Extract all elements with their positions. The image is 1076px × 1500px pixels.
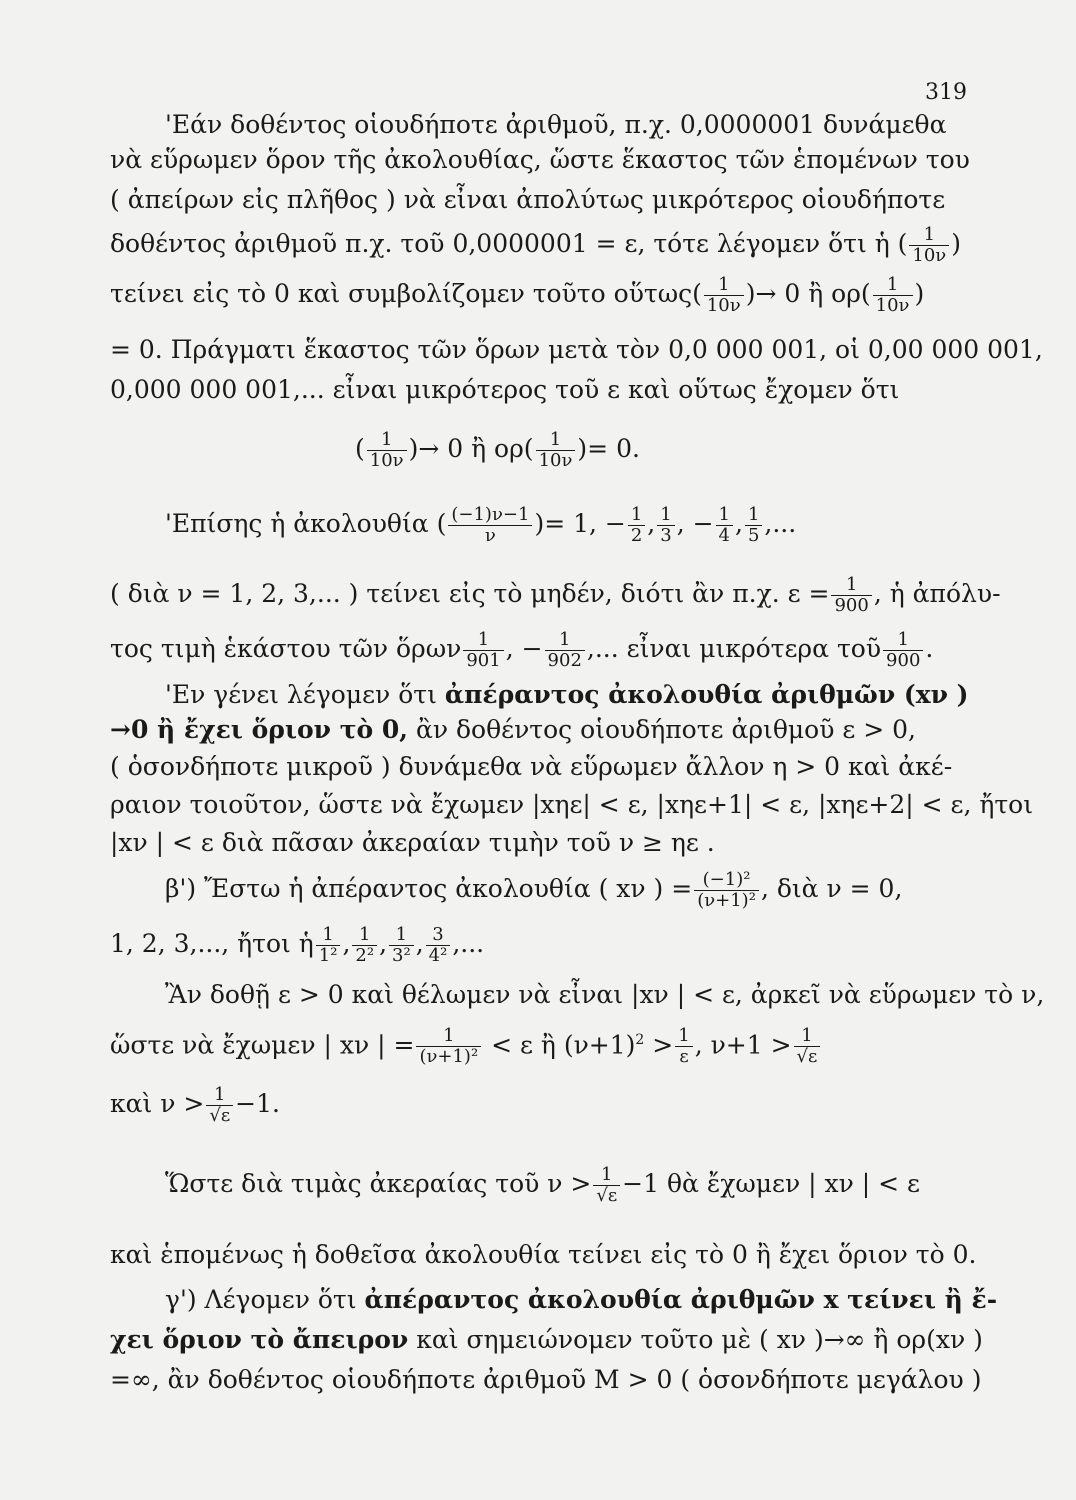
text-line-6: = 0. Πράγματι ἕκαστος τῶν ὅρων μετὰ τὸν 0,0 000 001, οἱ 0,00 000 001,: [110, 335, 1043, 364]
denominator: 5: [747, 525, 760, 546]
fraction-1-over-10nu: [536, 430, 576, 471]
text-line-5: [110, 275, 960, 316]
text-line-12: [165, 680, 969, 710]
numerator: 1: [367, 430, 407, 451]
fraction-1-over-sqrt-eps: [593, 1165, 620, 1206]
denominator: (ν+1)²: [697, 890, 756, 911]
text-line-2: νὰ εὕρωμεν ὅρον τῆς ἀκολουθίας, ὥστε ἕκαστος τῶν ἑπομένων του: [110, 145, 970, 174]
denominator: 1²: [318, 945, 338, 966]
fraction-1-over-900: [831, 575, 871, 616]
denominator: 900: [834, 595, 869, 616]
superscript: 2: [635, 1032, 645, 1048]
denominator: 2²: [355, 945, 375, 966]
numerator: 1: [593, 1165, 620, 1186]
text-segment: −1.: [235, 1089, 280, 1118]
numerator: 1: [794, 1026, 821, 1047]
text-segment: (: [355, 434, 365, 463]
text-segment: ,...: [452, 929, 485, 958]
page-number: 319: [925, 80, 967, 105]
text-segment: 'Επίσης ἡ ἀκολουθία (: [165, 509, 447, 538]
fraction-1-over-nu1-sq: [416, 1026, 481, 1067]
denominator: 10ν: [538, 450, 573, 471]
denominator: 3²: [392, 945, 411, 966]
text-line-20: [110, 1025, 960, 1067]
numerator: 1: [883, 630, 923, 651]
fraction-1-over-10nu: [873, 275, 913, 316]
denominator: ε: [679, 1046, 689, 1068]
text-segment: )= 1, −: [534, 509, 626, 538]
denominator: 10ν: [706, 295, 741, 316]
fraction-1-over-2: [628, 505, 645, 546]
text-segment: , −: [505, 634, 543, 663]
numerator: 1: [909, 225, 949, 246]
text-line-9: 'Επίσης ἡ ἀκολουθία ( $\frac{(-1)\nu-1}{\nu}$ )= 1, − $\frac{1}{2}$ , $\frac{1}{3}$ , − $\frac{1}{4}$ , $\frac{1}{5}$ ,...: [165, 504, 797, 546]
text-segment: >: [652, 1030, 674, 1060]
fraction-1-over-eps: [675, 1026, 692, 1067]
denominator: 3: [660, 525, 672, 546]
text-line-24: [165, 1285, 998, 1315]
text-segment: 'Εν γένει λέγομεν ὅτι: [165, 680, 437, 709]
numerator: 1: [716, 505, 733, 526]
text-segment: ,... εἶναι μικρότερα τοῦ: [586, 634, 882, 663]
text-segment: β') Ἔστω ἡ ἀπέραντος ἀκολουθία ( xν ) =: [165, 874, 693, 903]
text-line-17: [165, 870, 960, 911]
fraction-1-over-1sq: [316, 925, 341, 966]
text-segment: < ε ἢ (ν+1): [491, 1030, 636, 1060]
text-line-10: [110, 574, 1001, 616]
numerator: (−1)²: [694, 870, 759, 891]
text-segment: ἂν δοθέντος οἱουδήποτε ἀριθμοῦ ε > 0,: [415, 715, 916, 744]
text-line-19: Ἂν δοθῇ ε > 0 καὶ θέλωμεν νὰ εἶναι |xν | < ε, ἀρκεῖ νὰ εὕρωμεν τὸ ν,: [165, 980, 1045, 1009]
bold-definition: ἀπέραντος ἀκολουθία ἀριθμῶν (xν ): [444, 680, 969, 709]
fraction-1-over-10nu: [704, 275, 744, 316]
text-segment: καὶ ν >: [110, 1089, 205, 1118]
fraction-1-over-3sq: [389, 925, 414, 966]
numerator: 1: [352, 925, 377, 946]
denominator: 4²: [428, 945, 448, 966]
numerator: 1: [745, 505, 762, 526]
denominator: √ε: [796, 1046, 818, 1068]
text-line-23: καὶ ἑπομένως ἡ δοθεῖσα ἀκολουθία τείνει εἰς τὸ 0 ἢ ἔχει ὅριον τὸ 0.: [110, 1240, 977, 1269]
denominator: √ε: [596, 1185, 618, 1206]
text-segment: , ἡ ἀπόλυ-: [873, 579, 1001, 608]
denominator: 2: [630, 525, 643, 546]
denominator: 900: [886, 650, 921, 671]
text-segment: )→ 0 ἢ ορ(: [745, 279, 871, 308]
numerator: 3: [426, 925, 451, 946]
display-equation-1: [355, 430, 855, 471]
text-segment: −1 θὰ ἔχωμεν | xν | < ε: [622, 1169, 920, 1198]
text-segment: γ') Λέγομεν ὅτι: [165, 1285, 357, 1314]
fraction-1-over-sqrt-eps: [794, 1026, 821, 1067]
numerator: 1: [675, 1026, 692, 1047]
text-segment: )→ 0 ἢ ορ(: [408, 434, 534, 463]
numerator: 1: [831, 575, 871, 596]
fraction-1-over-5: [745, 505, 762, 546]
numerator: 1: [545, 630, 585, 651]
fraction-alternating: [448, 505, 532, 546]
text-line-11: [110, 630, 960, 671]
denominator: 10ν: [369, 450, 404, 471]
text-segment: τος τιμὴ ἑκάστου τῶν ὅρων: [110, 634, 462, 663]
numerator: 1: [536, 430, 576, 451]
numerator: 1: [704, 275, 744, 296]
text-line-25: [110, 1325, 983, 1355]
denominator: 901: [466, 650, 501, 671]
text-line-26: =∞, ἂν δοθέντος οἱουδήποτε ἀριθμοῦ M > 0 ( ὁσονδήποτε μεγάλου ): [110, 1365, 982, 1394]
fraction-1-over-4: [716, 505, 733, 546]
denominator: 4: [718, 525, 730, 546]
text-segment: , −: [676, 509, 714, 538]
numerator: 1: [389, 925, 414, 946]
text-segment: τείνει εἰς τὸ 0 καὶ συμβολίζομεν τοῦτο οὕτως(: [110, 279, 702, 308]
fraction-minus1-sq-over-nu1-sq: [694, 870, 759, 911]
text-line-16: |xν | < ε διὰ πᾶσαν ἀκεραίαν τιμὴν τοῦ ν ≥ ηε .: [110, 828, 715, 857]
text-segment: )= 0.: [577, 434, 640, 463]
fraction-1-over-10nu: [909, 225, 949, 266]
denominator: (ν+1)²: [419, 1046, 479, 1068]
bold-definition: →0 ἢ ἔχει ὅριον τὸ 0,: [110, 715, 408, 744]
denominator: 10ν: [912, 245, 947, 266]
text-segment: ( διὰ ν = 1, 2, 3,... ) τείνει εἰς τὸ μηδέν, διότι ἂν π.χ. ε =: [110, 579, 830, 608]
text-line-22: [165, 1165, 960, 1206]
denominator: √ε: [209, 1105, 231, 1126]
fraction-1-over-900: [883, 630, 923, 671]
text-segment: δοθέντος ἀριθμοῦ π.χ. τοῦ 0,0000001 = ε, τότε λέγομεν ὅτι ἡ (: [110, 229, 908, 258]
fraction-1-over-901: [463, 630, 503, 671]
text-segment: ): [914, 279, 925, 308]
text-line-4: [110, 225, 960, 266]
fraction-1-over-902: [545, 630, 585, 671]
text-segment: Ὥστε διὰ τιμὰς ἀκεραίας τοῦ ν >: [165, 1169, 592, 1198]
text-segment: καὶ σημειώνομεν τοῦτο μὲ ( xν )→∞ ἢ ορ(xν ): [416, 1325, 983, 1354]
text-segment: ): [951, 229, 962, 258]
text-segment: 1, 2, 3,..., ἤτοι ἡ: [110, 929, 314, 958]
text-line-1: 'Εάν δοθέντος οἱουδήποτε ἀριθμοῦ, π.χ. 0,0000001 δυνάμεθα: [165, 110, 947, 139]
fraction-1-over-10nu: [367, 430, 407, 471]
text-line-14: ( ὁσονδήποτε μικροῦ ) δυνάμεθα νὰ εὕρωμεν ἄλλον η > 0 καὶ ἀκέ-: [110, 752, 953, 781]
numerator: 1: [628, 505, 645, 526]
denominator: ν: [484, 525, 496, 546]
text-line-21: [110, 1085, 960, 1126]
fraction-1-over-sqrt-eps: [206, 1085, 233, 1126]
fraction-3-over-4sq: [426, 925, 451, 966]
text-line-15: ραιον τοιοῦτον, ὥστε νὰ ἔχωμεν |xηε| < ε, |xηε+1| < ε, |xηε+2| < ε, ἤτοι: [110, 790, 1034, 819]
text-segment: .: [925, 634, 934, 663]
text-segment: , ν+1 >: [694, 1030, 792, 1060]
fraction-1-over-3: [657, 505, 674, 546]
numerator: 1: [316, 925, 341, 946]
numerator: 1: [416, 1026, 481, 1047]
numerator: 1: [873, 275, 913, 296]
text-line-18: 1, 2, 3,..., ἤτοι ἡ $\frac{1}{\text{1²}}$ , $\frac{1}{\text{2²}}$ , $\frac{1}{\text{3²}}$ , $\frac{3}{\text{4²}}$ ,...: [110, 924, 485, 966]
numerator: 1: [657, 505, 674, 526]
denominator: 902: [547, 650, 582, 671]
text-line-3: ( ἀπείρων εἰς πλῆθος ) νὰ εἶναι ἀπολύτως μικρότερος οἱουδήποτε: [110, 185, 946, 214]
text-segment: ,...: [764, 509, 797, 538]
numerator: (−1)ν−1: [448, 505, 532, 526]
bold-definition: χει ὅριον τὸ ἄπειρον: [110, 1325, 409, 1354]
denominator: 10ν: [875, 295, 910, 316]
fraction-1-over-2sq: [352, 925, 377, 966]
numerator: 1: [206, 1085, 233, 1106]
text-line-7: 0,000 000 001,... εἶναι μικρότερος τοῦ ε καὶ οὕτως ἔχομεν ὅτι: [110, 375, 900, 404]
text-segment: , διὰ ν = 0,: [760, 874, 903, 903]
text-segment: ὥστε νὰ ἔχωμεν | xν | =: [110, 1030, 415, 1060]
bold-definition: ἀπέραντος ἀκολουθία ἀριθμῶν x τείνει ἢ ἔ-: [364, 1285, 998, 1314]
text-line-13: [110, 715, 960, 745]
numerator: 1: [463, 630, 503, 651]
